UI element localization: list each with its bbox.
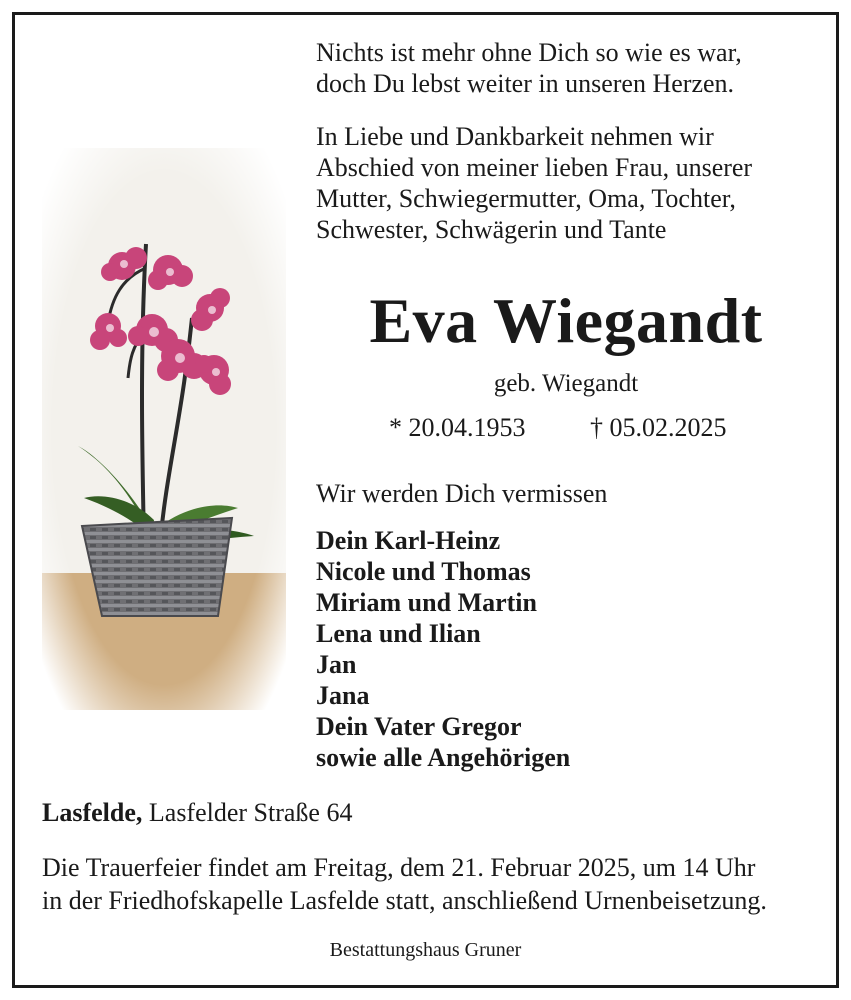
mourner: Nicole und Thomas	[316, 557, 531, 586]
intro-line: Mutter, Schwiegermutter, Oma, Tochter,	[316, 184, 736, 213]
mourner: Dein Vater Gregor	[316, 712, 522, 741]
death-date: † 05.02.2025	[590, 413, 727, 442]
orchid-photo	[42, 148, 286, 710]
mourner: Lena und Ilian	[316, 619, 481, 648]
farewell-line: Wir werden Dich vermissen	[316, 479, 608, 508]
mourner: sowie alle Angehörigen	[316, 743, 571, 772]
verse-line: doch Du lebst weiter in unseren Herzen.	[316, 69, 735, 98]
address	[42, 797, 352, 828]
mourner: Miriam und Martin	[316, 588, 537, 617]
funeral-home: Bestattungshaus Gruner	[329, 939, 522, 961]
mourner: Jan	[316, 650, 357, 679]
deceased-name: Eva Wiegandt	[369, 285, 763, 356]
intro-line: In Liebe und Dankbarkeit nehmen wir	[316, 122, 714, 151]
mourners-list	[316, 525, 570, 773]
mourner: Dein Karl-Heinz	[316, 526, 501, 555]
verse	[316, 37, 816, 99]
verse-line: Nichts ist mehr ohne Dich so wie es war,	[316, 38, 742, 67]
mourner: Jana	[316, 681, 370, 710]
birth-date: * 20.04.1953	[389, 413, 526, 442]
ceremony-line: in der Friedhofskapelle Lasfelde statt, anschließend Urnenbeisetzung.	[42, 886, 767, 915]
intro-text	[316, 121, 816, 245]
address-street: Lasfelder Straße 64	[148, 798, 353, 827]
photo-vignette	[42, 148, 286, 710]
maiden-name: geb. Wiegandt	[493, 370, 639, 397]
intro-line: Abschied von meiner lieben Frau, unserer	[316, 153, 753, 182]
ceremony-info	[42, 851, 832, 917]
address-town: Lasfelde,	[42, 798, 143, 827]
ceremony-line: Die Trauerfeier findet am Freitag, dem 21. Februar 2025, um 14 Uhr	[42, 853, 756, 882]
intro-line: Schwester, Schwägerin und Tante	[316, 215, 667, 244]
orchid-image	[42, 148, 286, 710]
